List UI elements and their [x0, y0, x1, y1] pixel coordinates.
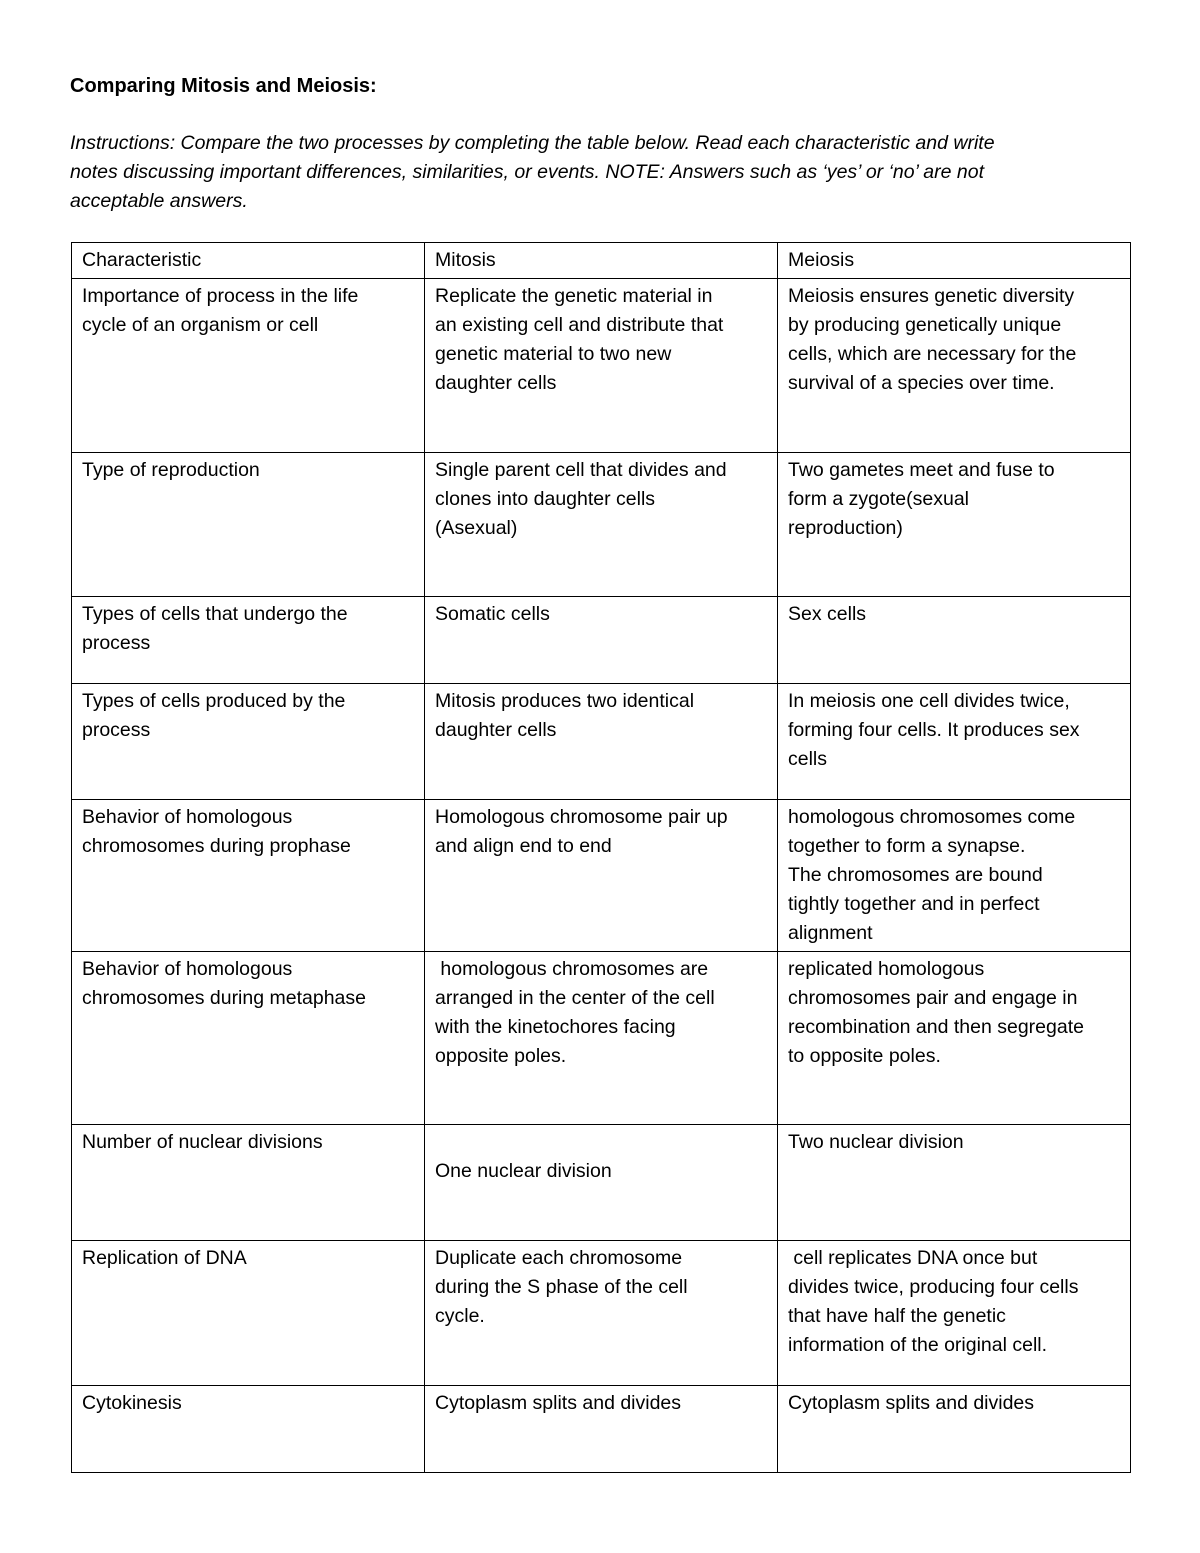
characteristic-cell: Types of cells produced by the process [72, 684, 425, 800]
mitosis-cell: Single parent cell that divides and clones into daughter cells (Asexual) [425, 453, 778, 597]
instructions-line: notes discussing important differences, similarities, or events. NOTE: Answers such as ‘yes’ or ‘no’ are not [70, 161, 984, 183]
meiosis-cell: cell replicates DNA once but divides twice, producing four cells that have half the genetic information of the original cell. [778, 1241, 1131, 1386]
meiosis-cell: Two nuclear division [778, 1125, 1131, 1241]
meiosis-cell: replicated homologous chromosomes pair and engage in recombination and then segregate to opposite poles. [778, 952, 1131, 1125]
meiosis-cell: Two gametes meet and fuse to form a zygote(sexual reproduction) [778, 453, 1131, 597]
instructions-line: acceptable answers. [70, 190, 248, 212]
characteristic-cell: Importance of process in the life cycle of an organism or cell [72, 279, 425, 453]
table-row [72, 1241, 1131, 1386]
table-row [72, 952, 1131, 1125]
mitosis-cell: Replicate the genetic material in an existing cell and distribute that genetic material to two new daughter cells [425, 279, 778, 453]
characteristic-cell: Behavior of homologous chromosomes during metaphase [72, 952, 425, 1125]
mitosis-cell: Somatic cells [425, 597, 778, 684]
page-title: Comparing Mitosis and Meiosis: [70, 75, 377, 97]
characteristic-cell: Number of nuclear divisions [72, 1125, 425, 1241]
mitosis-cell: Duplicate each chromosome during the S phase of the cell cycle. [425, 1241, 778, 1386]
table-row [72, 453, 1131, 597]
table-row [72, 1125, 1131, 1241]
instructions [70, 129, 1130, 216]
meiosis-cell: Cytoplasm splits and divides [778, 1386, 1131, 1473]
meiosis-cell: In meiosis one cell divides twice, forming four cells. It produces sex cells [778, 684, 1131, 800]
mitosis-cell: homologous chromosomes are arranged in the center of the cell with the kinetochores facing opposite poles. [425, 952, 778, 1125]
table-row [72, 279, 1131, 453]
characteristic-cell: Cytokinesis [72, 1386, 425, 1473]
meiosis-cell: homologous chromosomes come together to form a synapse. The chromosomes are bound tightly together and in perfect alignment [778, 800, 1131, 952]
comparison-table [71, 242, 1131, 1473]
table-header-row [72, 243, 1131, 279]
characteristic-cell: Behavior of homologous chromosomes during prophase [72, 800, 425, 952]
header-characteristic: Characteristic [72, 243, 425, 279]
mitosis-cell: Mitosis produces two identical daughter cells [425, 684, 778, 800]
mitosis-cell: Homologous chromosome pair up and align end to end [425, 800, 778, 952]
table-row [72, 800, 1131, 952]
table-row [72, 597, 1131, 684]
meiosis-cell: Meiosis ensures genetic diversity by producing genetically unique cells, which are necessary for the survival of a species over time. [778, 279, 1131, 453]
mitosis-cell: Cytoplasm splits and divides [425, 1386, 778, 1473]
table-row [72, 1386, 1131, 1473]
header-mitosis: Mitosis [425, 243, 778, 279]
characteristic-cell: Types of cells that undergo the process [72, 597, 425, 684]
characteristic-cell: Type of reproduction [72, 453, 425, 597]
characteristic-cell: Replication of DNA [72, 1241, 425, 1386]
table-row [72, 684, 1131, 800]
mitosis-cell: One nuclear division [425, 1125, 778, 1241]
instructions-line: Instructions: Compare the two processes by completing the table below. Read each characteristic and write [70, 132, 995, 154]
header-meiosis: Meiosis [778, 243, 1131, 279]
meiosis-cell: Sex cells [778, 597, 1131, 684]
